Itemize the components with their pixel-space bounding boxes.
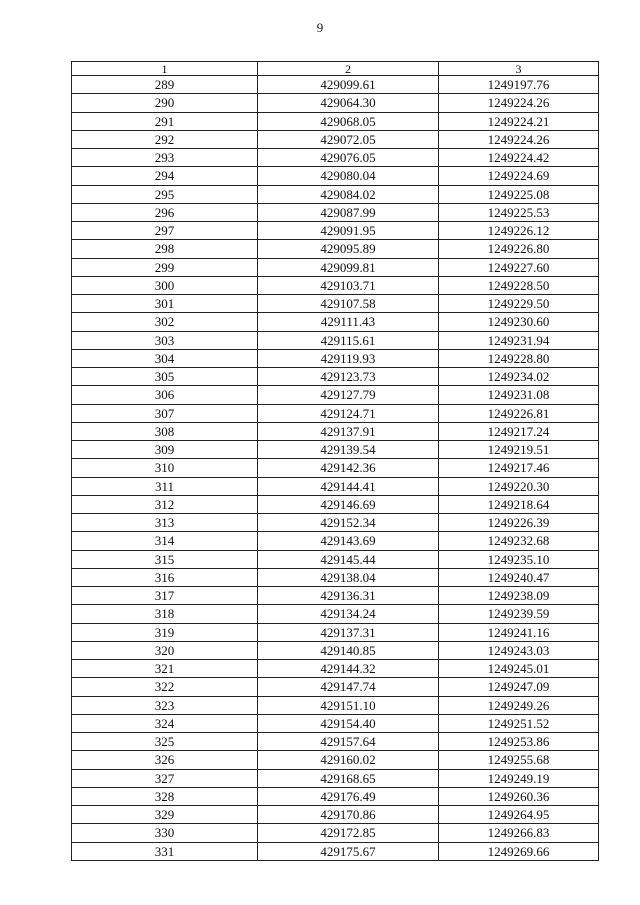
x-coordinate-cell: 429095.89 [258, 240, 439, 258]
table-row [72, 714, 599, 732]
table-row [72, 331, 599, 349]
table-row [72, 733, 599, 751]
point-number-cell: 325 [72, 733, 258, 751]
y-coordinate-cell: 1249227.60 [439, 258, 599, 276]
x-coordinate-cell: 429176.49 [258, 787, 439, 805]
table-row [72, 842, 599, 860]
y-coordinate-cell: 1249228.50 [439, 276, 599, 294]
x-coordinate-cell: 429157.64 [258, 733, 439, 751]
x-coordinate-cell: 429138.04 [258, 568, 439, 586]
table-row [72, 441, 599, 459]
table-row [72, 787, 599, 805]
point-number-cell: 328 [72, 787, 258, 805]
table-row [72, 149, 599, 167]
table-row [72, 696, 599, 714]
table-row [72, 258, 599, 276]
y-coordinate-cell: 1249238.09 [439, 587, 599, 605]
x-coordinate-cell: 429137.91 [258, 422, 439, 440]
x-coordinate-cell: 429160.02 [258, 751, 439, 769]
x-coordinate-cell: 429134.24 [258, 605, 439, 623]
x-coordinate-cell: 429145.44 [258, 550, 439, 568]
table-row [72, 806, 599, 824]
y-coordinate-cell: 1249249.26 [439, 696, 599, 714]
point-number-cell: 296 [72, 203, 258, 221]
y-coordinate-cell: 1249251.52 [439, 714, 599, 732]
table-row [72, 532, 599, 550]
point-number-cell: 293 [72, 149, 258, 167]
table-row [72, 276, 599, 294]
point-number-cell: 289 [72, 76, 258, 94]
x-coordinate-cell: 429170.86 [258, 806, 439, 824]
table-row [72, 477, 599, 495]
y-coordinate-cell: 1249264.95 [439, 806, 599, 824]
table-body [72, 62, 599, 861]
point-number-cell: 297 [72, 222, 258, 240]
point-number-cell: 300 [72, 276, 258, 294]
table-row [72, 240, 599, 258]
y-coordinate-cell: 1249225.53 [439, 203, 599, 221]
x-coordinate-cell: 429152.34 [258, 514, 439, 532]
point-number-cell: 306 [72, 386, 258, 404]
y-coordinate-cell: 1249224.26 [439, 94, 599, 112]
x-coordinate-cell: 429123.73 [258, 368, 439, 386]
x-coordinate-cell: 429064.30 [258, 94, 439, 112]
table-row [72, 386, 599, 404]
table-row [72, 769, 599, 787]
point-number-cell: 317 [72, 587, 258, 605]
table-row [72, 295, 599, 313]
x-coordinate-cell: 429068.05 [258, 112, 439, 130]
point-number-cell: 292 [72, 130, 258, 148]
y-coordinate-cell: 1249247.09 [439, 678, 599, 696]
point-number-cell: 305 [72, 368, 258, 386]
table-row [72, 641, 599, 659]
table-row [72, 130, 599, 148]
point-number-cell: 295 [72, 185, 258, 203]
y-coordinate-cell: 1249231.08 [439, 386, 599, 404]
y-coordinate-cell: 1249249.19 [439, 769, 599, 787]
table-row [72, 751, 599, 769]
y-coordinate-cell: 1249229.50 [439, 295, 599, 313]
table-row [72, 495, 599, 513]
table-row [72, 112, 599, 130]
column-header-2: 2 [258, 62, 439, 76]
y-coordinate-cell: 1249225.08 [439, 185, 599, 203]
y-coordinate-cell: 1249197.76 [439, 76, 599, 94]
point-number-cell: 309 [72, 441, 258, 459]
x-coordinate-cell: 429143.69 [258, 532, 439, 550]
column-header-1: 1 [72, 62, 258, 76]
table-row [72, 568, 599, 586]
x-coordinate-cell: 429111.43 [258, 313, 439, 331]
x-coordinate-cell: 429139.54 [258, 441, 439, 459]
x-coordinate-cell: 429140.85 [258, 641, 439, 659]
x-coordinate-cell: 429144.41 [258, 477, 439, 495]
x-coordinate-cell: 429154.40 [258, 714, 439, 732]
table-row [72, 349, 599, 367]
y-coordinate-cell: 1249239.59 [439, 605, 599, 623]
point-number-cell: 321 [72, 660, 258, 678]
table-row [72, 76, 599, 94]
point-number-cell: 307 [72, 404, 258, 422]
y-coordinate-cell: 1249218.64 [439, 495, 599, 513]
point-number-cell: 322 [72, 678, 258, 696]
point-number-cell: 294 [72, 167, 258, 185]
point-number-cell: 324 [72, 714, 258, 732]
x-coordinate-cell: 429127.79 [258, 386, 439, 404]
point-number-cell: 320 [72, 641, 258, 659]
table-row [72, 404, 599, 422]
y-coordinate-cell: 1249266.83 [439, 824, 599, 842]
table-row [72, 550, 599, 568]
table-row [72, 459, 599, 477]
x-coordinate-cell: 429103.71 [258, 276, 439, 294]
point-number-cell: 316 [72, 568, 258, 586]
column-header-3: 3 [439, 62, 599, 76]
y-coordinate-cell: 1249269.66 [439, 842, 599, 860]
x-coordinate-cell: 429099.61 [258, 76, 439, 94]
y-coordinate-cell: 1249235.10 [439, 550, 599, 568]
table-row [72, 605, 599, 623]
x-coordinate-cell: 429136.31 [258, 587, 439, 605]
y-coordinate-cell: 1249234.02 [439, 368, 599, 386]
point-number-cell: 301 [72, 295, 258, 313]
x-coordinate-cell: 429076.05 [258, 149, 439, 167]
x-coordinate-cell: 429087.99 [258, 203, 439, 221]
table-row [72, 824, 599, 842]
y-coordinate-cell: 1249226.81 [439, 404, 599, 422]
x-coordinate-cell: 429107.58 [258, 295, 439, 313]
point-number-cell: 315 [72, 550, 258, 568]
point-number-cell: 318 [72, 605, 258, 623]
table-row [72, 623, 599, 641]
table-row [72, 185, 599, 203]
point-number-cell: 302 [72, 313, 258, 331]
y-coordinate-cell: 1249217.24 [439, 422, 599, 440]
table-row [72, 422, 599, 440]
y-coordinate-cell: 1249226.39 [439, 514, 599, 532]
table-row [72, 514, 599, 532]
page-number: 9 [316, 20, 324, 35]
y-coordinate-cell: 1249232.68 [439, 532, 599, 550]
y-coordinate-cell: 1249226.12 [439, 222, 599, 240]
point-number-cell: 312 [72, 495, 258, 513]
x-coordinate-cell: 429099.81 [258, 258, 439, 276]
point-number-cell: 330 [72, 824, 258, 842]
x-coordinate-cell: 429115.61 [258, 331, 439, 349]
point-number-cell: 303 [72, 331, 258, 349]
y-coordinate-cell: 1249224.21 [439, 112, 599, 130]
table-row [72, 167, 599, 185]
y-coordinate-cell: 1249243.03 [439, 641, 599, 659]
table-row [72, 222, 599, 240]
table-row [72, 203, 599, 221]
y-coordinate-cell: 1249240.47 [439, 568, 599, 586]
table-row [72, 660, 599, 678]
y-coordinate-cell: 1249226.80 [439, 240, 599, 258]
point-number-cell: 311 [72, 477, 258, 495]
y-coordinate-cell: 1249224.69 [439, 167, 599, 185]
point-number-cell: 329 [72, 806, 258, 824]
point-number-cell: 327 [72, 769, 258, 787]
y-coordinate-cell: 1249245.01 [439, 660, 599, 678]
y-coordinate-cell: 1249253.86 [439, 733, 599, 751]
x-coordinate-cell: 429144.32 [258, 660, 439, 678]
point-number-cell: 319 [72, 623, 258, 641]
point-number-cell: 323 [72, 696, 258, 714]
table-row [72, 368, 599, 386]
x-coordinate-cell: 429142.36 [258, 459, 439, 477]
point-number-cell: 326 [72, 751, 258, 769]
table-row [72, 313, 599, 331]
y-coordinate-cell: 1249241.16 [439, 623, 599, 641]
x-coordinate-cell: 429091.95 [258, 222, 439, 240]
point-number-cell: 291 [72, 112, 258, 130]
point-number-cell: 310 [72, 459, 258, 477]
point-number-cell: 304 [72, 349, 258, 367]
x-coordinate-cell: 429147.74 [258, 678, 439, 696]
x-coordinate-cell: 429119.93 [258, 349, 439, 367]
point-number-cell: 299 [72, 258, 258, 276]
x-coordinate-cell: 429168.65 [258, 769, 439, 787]
x-coordinate-cell: 429151.10 [258, 696, 439, 714]
point-number-cell: 313 [72, 514, 258, 532]
x-coordinate-cell: 429124.71 [258, 404, 439, 422]
y-coordinate-cell: 1249219.51 [439, 441, 599, 459]
y-coordinate-cell: 1249231.94 [439, 331, 599, 349]
y-coordinate-cell: 1249260.36 [439, 787, 599, 805]
x-coordinate-cell: 429080.04 [258, 167, 439, 185]
table-row [72, 678, 599, 696]
y-coordinate-cell: 1249224.42 [439, 149, 599, 167]
y-coordinate-cell: 1249228.80 [439, 349, 599, 367]
x-coordinate-cell: 429175.67 [258, 842, 439, 860]
point-number-cell: 298 [72, 240, 258, 258]
table-row [72, 587, 599, 605]
point-number-cell: 331 [72, 842, 258, 860]
x-coordinate-cell: 429146.69 [258, 495, 439, 513]
y-coordinate-cell: 1249230.60 [439, 313, 599, 331]
y-coordinate-cell: 1249220.30 [439, 477, 599, 495]
table-header-row [72, 62, 599, 76]
point-number-cell: 314 [72, 532, 258, 550]
y-coordinate-cell: 1249217.46 [439, 459, 599, 477]
coordinates-table [71, 61, 599, 861]
x-coordinate-cell: 429137.31 [258, 623, 439, 641]
point-number-cell: 308 [72, 422, 258, 440]
point-number-cell: 290 [72, 94, 258, 112]
y-coordinate-cell: 1249224.26 [439, 130, 599, 148]
x-coordinate-cell: 429084.02 [258, 185, 439, 203]
x-coordinate-cell: 429172.85 [258, 824, 439, 842]
y-coordinate-cell: 1249255.68 [439, 751, 599, 769]
x-coordinate-cell: 429072.05 [258, 130, 439, 148]
table-row [72, 94, 599, 112]
